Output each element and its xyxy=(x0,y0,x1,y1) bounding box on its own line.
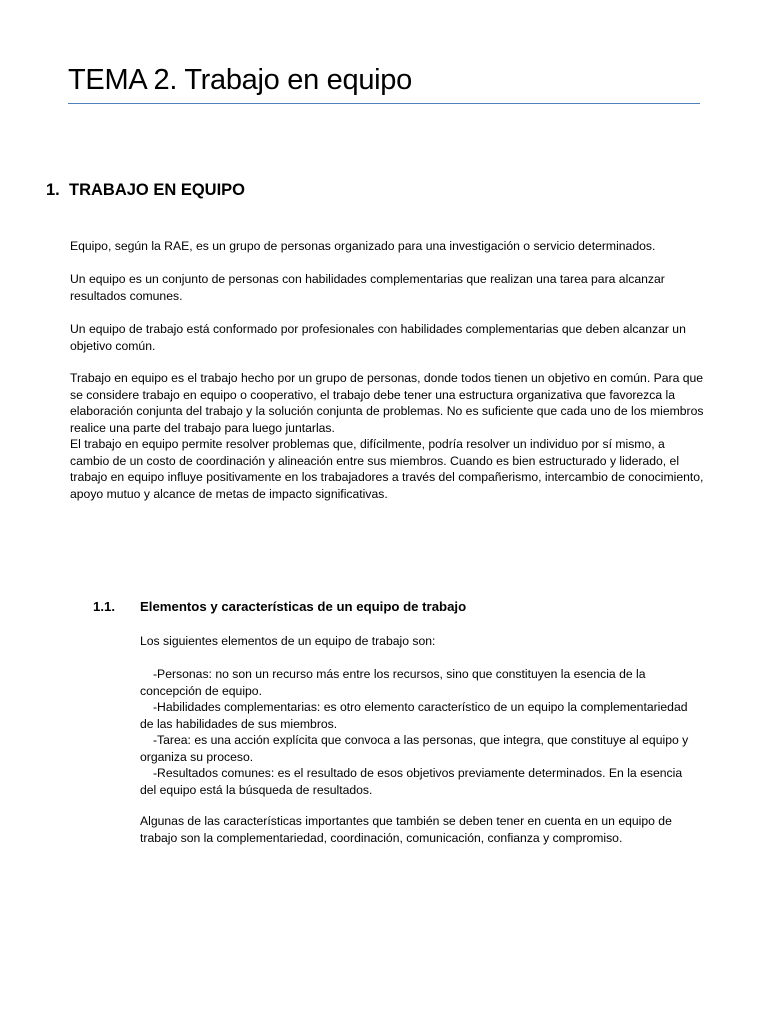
elements-list xyxy=(140,666,700,798)
section-heading xyxy=(46,179,245,201)
paragraph-teamwork xyxy=(70,370,706,502)
paragraph-rae-definition xyxy=(70,238,706,255)
paragraph-text: Trabajo en equipo es el trabajo hecho por un grupo de personas, donde todos tienen un objetivo en común. Para que se considere trabajo en equipo o cooperativo, el trabajo debe tener una estructura organizativa que favorezca la elaboración conjunta del trabajo y la solución conjunta de problemas. No es suficiente que cada uno de los miembros realice una parte del trabajo para luego juntarlas. xyxy=(70,371,704,435)
list-item-text: -Habilidades complementarias: es otro elemento característico de un equipo la complementariedad de las habilidades de sus miembros. xyxy=(140,700,688,731)
list-item xyxy=(140,765,700,798)
subsection-heading xyxy=(93,598,466,616)
list-item-text: -Tarea: es una acción explícita que convoca a las personas, que integra, que constituye al equipo y organiza su proceso. xyxy=(140,733,689,764)
paragraph-text: Un equipo es un conjunto de personas con habilidades complementarias que realizan una tarea para alcanzar resultados comunes. xyxy=(70,272,665,303)
list-item-text: -Resultados comunes: es el resultado de esos objetivos previamente determinados. En la esencia del equipo está la búsqueda de resultados. xyxy=(140,766,683,797)
list-item xyxy=(140,666,700,699)
paragraph-text: El trabajo en equipo permite resolver problemas que, difícilmente, podría resolver un individuo por sí mismo, a cambio de un costo de coordinación y alineación entre sus miembros. Cuando es bien estructurado y liderado, el trabajo en equipo influye positivamente en los trabajadores a través del compañerismo, intercambio de conocimiento, apoyo mutuo y alcance de metas de impacto significativas. xyxy=(70,437,704,501)
paragraph-characteristics xyxy=(140,813,700,846)
section-number: 1. xyxy=(46,181,60,199)
title-underline xyxy=(68,103,700,104)
subsection-intro xyxy=(140,633,700,650)
paragraph-team-definition xyxy=(70,271,706,304)
subsection-number: 1.1. xyxy=(93,599,115,614)
paragraph-text: Un equipo de trabajo está conformado por profesionales con habilidades complementarias que deben alcanzar un objetivo común. xyxy=(70,322,686,353)
section-title: TRABAJO EN EQUIPO xyxy=(69,181,246,199)
subsection-title: Elementos y características de un equipo de trabajo xyxy=(140,599,467,614)
paragraph-text: Los siguientes elementos de un equipo de trabajo son: xyxy=(140,634,436,648)
paragraph-work-team xyxy=(70,321,706,354)
paragraph-text: Equipo, según la RAE, es un grupo de personas organizado para una investigación o servicio determinados. xyxy=(70,239,656,253)
paragraph-text: Algunas de las características importantes que también se deben tener en cuenta en un equipo de trabajo son la complementariedad, coordinación, comunicación, confianza y compromiso. xyxy=(140,814,672,845)
list-item xyxy=(140,732,700,765)
document-title: TEMA 2. Trabajo en equipo xyxy=(68,64,412,96)
list-item xyxy=(140,699,700,732)
list-item-text: -Personas: no son un recurso más entre los recursos, sino que constituyen la esencia de la concepción de equipo. xyxy=(140,667,646,698)
